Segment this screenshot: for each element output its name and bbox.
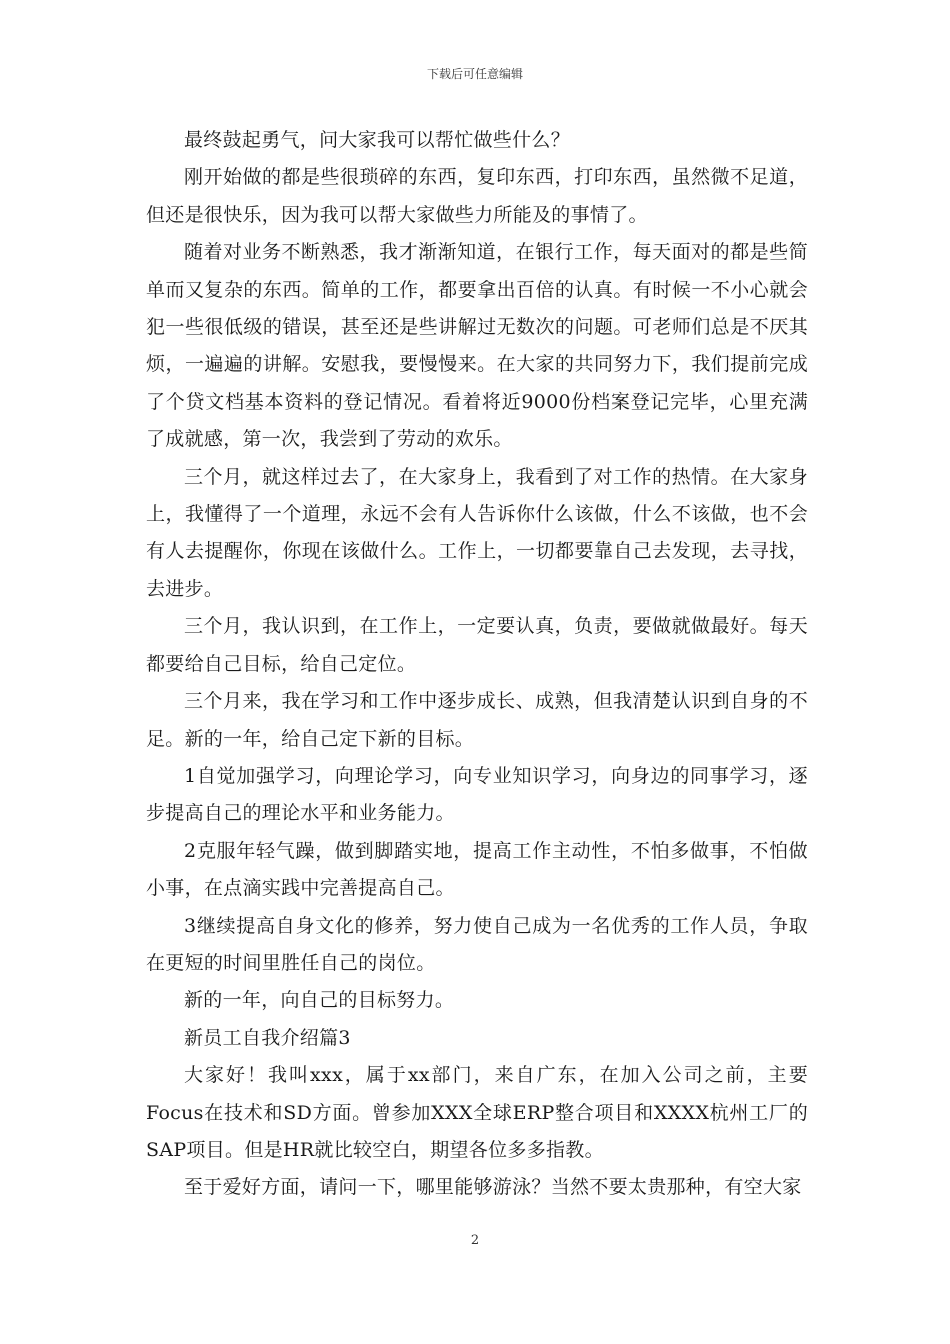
document-body	[146, 122, 808, 1207]
list-item-paragraph: 1自觉加强学习，向理论学习，向专业知识学习，向身边的同事学习，逐步提高自己的理论水平和业务能力。	[146, 764, 808, 825]
list-item-paragraph: 2克服年轻气躁，做到脚踏实地，提高工作主动性，不怕多做事，不怕做小事，在点滴实践中完善提高自己。	[146, 839, 808, 900]
paragraph: 三个月，就这样过去了，在大家身上，我看到了对工作的热情。在大家身上，我懂得了一个道理，永远不会有人告诉你什么该做，什么不该做，也不会有人去提醒你，你现在该做什么。工作上，一切都要靠自己去发现，去寻找，去进步。	[146, 465, 808, 600]
paragraph: 大家好！我叫xxx，属于xx部门，来自广东，在加入公司之前，主要Focus在技术和SD方面。曾参加XXX全球ERP整合项目和XXXX杭州工厂的SAP项目。但是HR就比较空白，期望各位多多指教。	[146, 1064, 808, 1161]
section-heading: 新员工自我介绍篇3	[184, 1026, 351, 1049]
paragraph: 三个月来，我在学习和工作中逐步成长、成熟，但我清楚认识到自身的不足。新的一年，给自己定下新的目标。	[146, 690, 808, 750]
paragraph: 最终鼓起勇气，问大家我可以帮忙做些什么？	[184, 129, 571, 151]
page-header: 下载后可任意编辑	[426, 67, 523, 81]
list-item-paragraph: 3继续提高自身文化的修养，努力使自己成为一名优秀的工作人员，争取在更短的时间里胜任自己的岗位。	[146, 914, 808, 974]
paragraph: 至于爱好方面，请问一下，哪里能够游泳？当然不要太贵那种，有空大家	[184, 1176, 802, 1199]
page-number: 2	[470, 1233, 480, 1248]
paragraph: 刚开始做的都是些很琐碎的东西，复印东西，打印东西，虽然微不足道，但还是很快乐，因为我可以帮大家做些力所能及的事情了。	[146, 166, 808, 226]
paragraph: 三个月，我认识到，在工作上，一定要认真，负责，要做就做最好。每天都要给自己目标，给自己定位。	[146, 615, 808, 675]
paragraph: 新的一年，向自己的目标努力。	[184, 989, 455, 1012]
paragraph: 随着对业务不断熟悉，我才渐渐知道，在银行工作，每天面对的都是些简单而又复杂的东西。简单的工作，都要拿出百倍的认真。有时候一不小心就会犯一些很低级的错误，甚至还是些讲解过无数次的问题。可老师们总是不厌其烦，一遍遍的讲解。安慰我，要慢慢来。在大家的共同努力下，我们提前完成了个贷文档基本资料的登记情况。看着将近9000份档案登记完毕，心里充满了成就感，第一次，我尝到了劳动的欢乐。	[146, 241, 808, 451]
